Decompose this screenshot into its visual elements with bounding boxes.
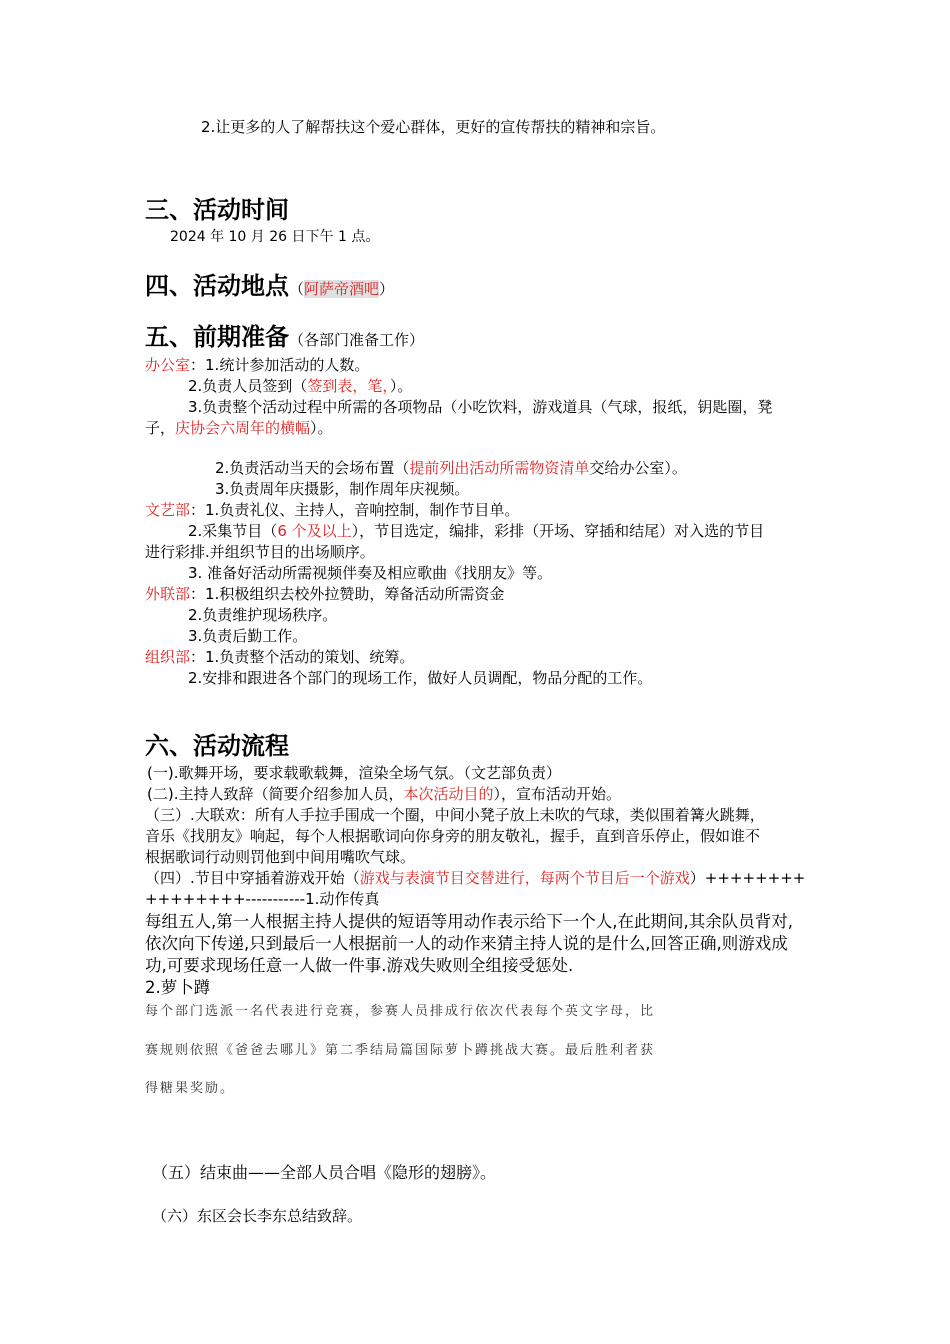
office-line-1: [145, 355, 369, 376]
arts-line-1: [145, 500, 519, 521]
flow-step-3b: 音乐《找朋友》响起，每个人根据歌词向你身旁的朋友敬礼，握手，直到音乐停止，假如谁不: [145, 827, 761, 845]
arts-item-2a: 2.采集节目（: [188, 522, 278, 540]
game-1-desc-a: 每组五人,第一人根据主持人提供的短语等用动作表示给下一个人,在此期间,其余队员背对,: [145, 912, 793, 931]
activity-place: 阿萨帝酒吧: [304, 280, 380, 298]
ext-item-1: ：1.积极组织去校外拉赞助，筹备活动所需资金: [190, 585, 505, 603]
org-line-1: [145, 647, 414, 668]
flow-step-2a: (二).主持人致辞（简要介绍参加人员，: [147, 785, 404, 803]
flow-step-4: [145, 868, 805, 889]
extra-line-2: [215, 458, 687, 479]
section-subtitle-prep: （各部门准备工作）: [289, 331, 425, 349]
office-item-2a: 2.负责人员签到（: [188, 377, 308, 395]
flow-step-2: [147, 784, 621, 805]
flow-step-4d: ++++++++-----------1.动作传真: [145, 890, 380, 908]
arts-item-2c: ），节目选定，编排，彩排（开场、穿插和结尾）对入选的节目: [351, 522, 765, 540]
section-heading-flow: 六、活动流程: [145, 732, 289, 760]
game-2-title: 2.萝卜蹲: [145, 978, 211, 997]
flow-step-3a: （三）.大联欢：所有人手拉手围成一个圈，中间小凳子放上未吹的气球，类似围着篝火跳舞，: [145, 806, 765, 824]
arts-line-2d: 进行彩排.并组织节目的出场顺序。: [145, 543, 375, 561]
arts-line-2: [188, 521, 764, 542]
game-1-desc-b: 依次向下传递,只到最后一人根据前一人的动作来猜主持人说的是什么,回答正确,则游戏成: [145, 934, 788, 953]
section-heading-place-text: 四、活动地点: [145, 272, 289, 300]
ext-label: 外联部: [145, 585, 191, 603]
flow-step-4c: ）++++++++: [689, 869, 806, 887]
ext-line-3: 3.负责后勤工作。: [188, 627, 308, 645]
extra-item-2c: 交给办公室）。: [589, 459, 687, 477]
flow-step-5: （五）结束曲——全部人员合唱《隐形的翅膀》。: [152, 1163, 497, 1182]
office-line-3b: [145, 418, 333, 439]
arts-line-3: 3. 准备好活动所需视频伴奏及相应歌曲《找朋友》等。: [188, 564, 553, 582]
intro-line: 2.让更多的人了解帮扶这个爱心群体，更好的宣传帮扶的精神和宗旨。: [201, 118, 666, 136]
flow-step-2c: ），宣布活动开始。: [493, 785, 622, 803]
section-heading-place: [145, 271, 394, 304]
paren-open: （: [289, 280, 305, 298]
org-label: 组织部: [145, 648, 191, 666]
section-heading-prep: [145, 322, 424, 355]
office-item-2c: ）。: [389, 377, 413, 395]
game-1-desc-c: 功,可要求现场任意一人做一件事.游戏失败则全组接受惩处.: [145, 956, 574, 975]
ext-line-2: 2.负责维护现场秩序。: [188, 606, 338, 624]
office-line-3: 3.负责整个活动过程中所需的各项物品（小吃饮料，游戏道具（气球，报纸，钥匙圈，凳: [188, 398, 773, 416]
extra-item-2b: 提前列出活动所需物资清单: [409, 459, 590, 477]
game-2-desc-b: 赛规则依照《爸爸去哪儿》第二季结局篇国际萝卜蹲挑战大赛。最后胜利者获: [145, 1043, 656, 1058]
flow-step-2b: 本次活动目的: [403, 785, 494, 803]
paren-close: ）: [379, 280, 395, 298]
flow-step-1: (一).歌舞开场，要求载歌载舞，渲染全场气氛。（文艺部负责）: [147, 764, 561, 782]
extra-line-3: 3.负责周年庆摄影，制作周年庆视频。: [215, 480, 470, 498]
game-2-desc-c: 得糖果奖励。: [145, 1081, 236, 1096]
flow-step-4b: 游戏与表演节目交替进行，每两个节目后一个游戏: [359, 869, 690, 887]
section-heading-prep-text: 五、前期准备: [145, 323, 289, 351]
office-item-3c: 庆协会六周年的横幅: [175, 419, 311, 437]
office-item-3b: 子，: [145, 419, 176, 437]
org-item-1: ：1.负责整个活动的策划、统筹。: [190, 648, 415, 666]
arts-item-1: ：1.负责礼仪、主持人，音响控制，制作节目单。: [190, 501, 520, 519]
game-2-desc-a: 每个部门选派一名代表进行竞赛，参赛人员排成行依次代表每个英文字母，比: [145, 1004, 656, 1019]
flow-step-4a: （四）.节目中穿插着游戏开始（: [145, 869, 360, 887]
office-label: 办公室: [145, 356, 191, 374]
office-item-3d: ）。: [310, 419, 333, 437]
activity-time: 2024 年 10 月 26 日下午 1 点。: [170, 229, 380, 245]
extra-item-2a: 2.负责活动当天的会场布置（: [215, 459, 410, 477]
section-heading-time: 三、活动时间: [145, 196, 289, 224]
ext-line-1: [145, 584, 504, 605]
org-line-2: 2.安排和跟进各个部门的现场工作，做好人员调配，物品分配的工作。: [188, 669, 653, 687]
office-item-2b: 签到表，笔，: [307, 377, 390, 395]
office-line-2: [188, 376, 412, 397]
flow-step-3c: 根据歌词行动则罚他到中间用嘴吹气球。: [145, 848, 416, 866]
arts-item-2b: 6 个及以上: [277, 522, 352, 540]
flow-step-6: （六）东区会长李东总结致辞。: [152, 1207, 363, 1225]
arts-label: 文艺部: [145, 501, 191, 519]
office-item-1: ：1.统计参加活动的人数。: [190, 356, 370, 374]
